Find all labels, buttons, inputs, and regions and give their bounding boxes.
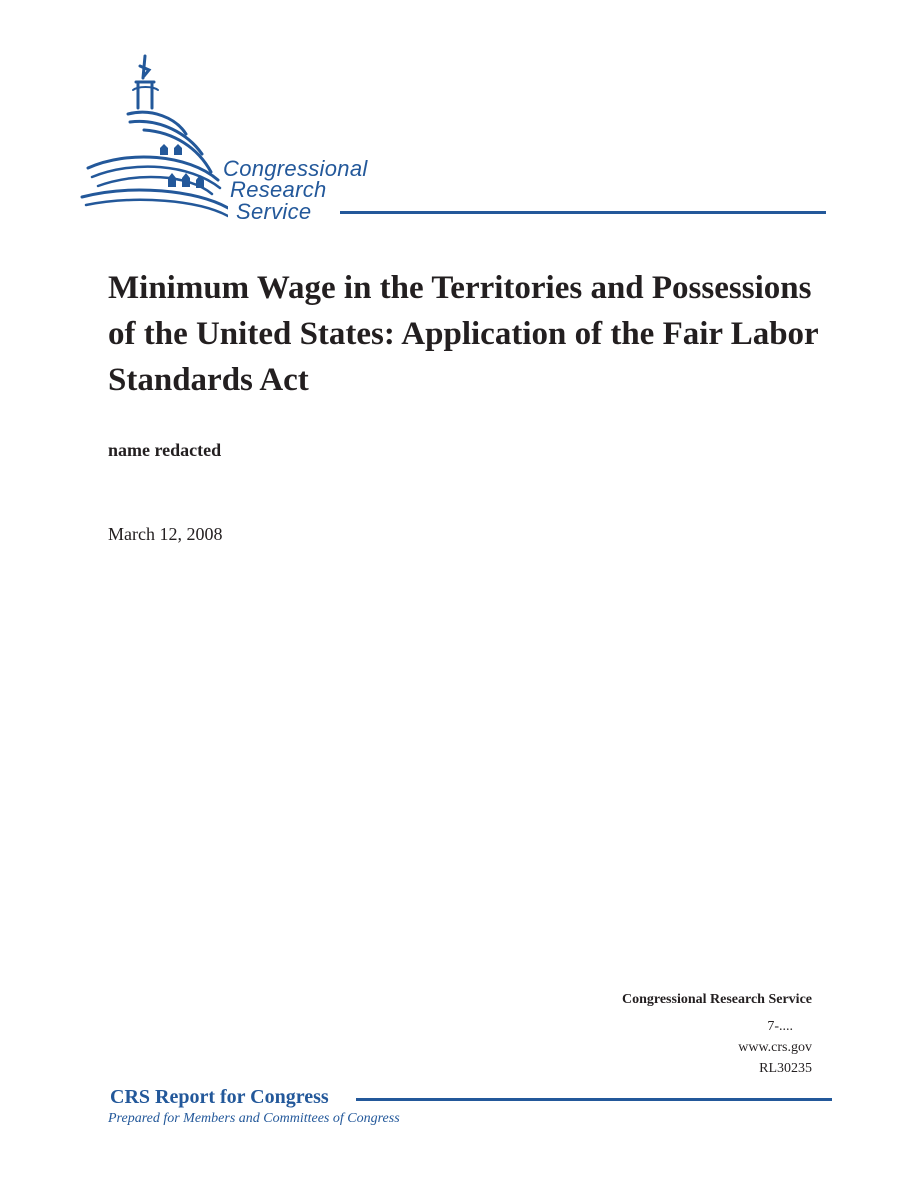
publisher-organization: Congressional Research Service [621,992,812,1007]
author-name: name redacted [108,440,222,460]
website-url: www.crs.gov [738,1040,812,1055]
document-title: Minimum Wage in the Territories and Possessions of the United States: Application of the Fair Labor Standards Act [108,270,819,398]
logo-text-service: Service [236,199,312,224]
footer-subtitle: Prepared for Members and Committees of Congress [108,1111,400,1126]
report-number: RL30235 [759,1061,812,1076]
capitol-dome-icon [78,50,228,228]
logo-rule [340,211,826,214]
logo-text-research: Research [230,177,327,202]
logo-text-congressional: Congressional [223,156,368,181]
crs-logo [78,50,838,228]
order-code: 7-.... [767,1019,793,1034]
footer-rule [356,1098,832,1101]
footer-title: CRS Report for Congress [110,1086,329,1108]
publication-date: March 12, 2008 [108,524,223,544]
